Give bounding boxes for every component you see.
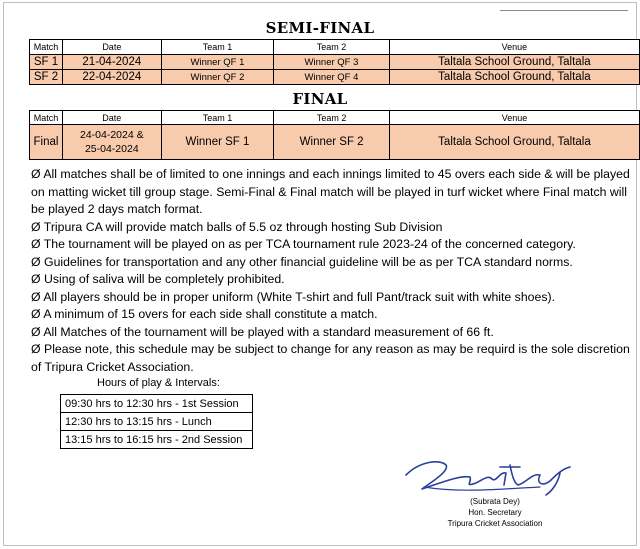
bullet-icon: Ø — [31, 324, 41, 339]
rule-item: Ø A minimum of 15 overs for each side shall constitute a match. — [31, 307, 378, 321]
rule-item: Ø All Matches of the tournament will be played with a standard measurement of 66 ft. — [31, 324, 494, 339]
header-match: Match — [30, 111, 63, 125]
match-cell: SF 1 — [30, 55, 63, 70]
signatory-organization: Tripura Cricket Association — [447, 519, 543, 528]
venue-cell: Taltala School Ground, Taltala — [389, 125, 639, 160]
rules-list — [31, 166, 631, 376]
date-cell: 22-04-2024 — [62, 70, 161, 85]
semi-final-table — [29, 39, 640, 85]
bullet-icon: Ø — [31, 289, 41, 304]
rule-item: Ø Please note, this schedule may be subject to change for any reason as may be requird is the sole discretion of Tripura Cricket Association. — [31, 342, 630, 374]
header-team-2: Team 2 — [274, 40, 390, 55]
bullet-icon: Ø — [31, 272, 41, 286]
team2-cell: Winner SF 2 — [274, 125, 390, 160]
bullet-icon: Ø — [31, 219, 41, 234]
hours-table — [60, 394, 253, 449]
bullet-icon: Ø — [31, 342, 41, 356]
rule-item: Ø Tripura CA will provide match balls of 5.5 oz through hosting Sub Division — [31, 219, 443, 234]
bullet-icon: Ø — [31, 307, 41, 321]
table-row — [61, 395, 253, 413]
header-team-1: Team 1 — [161, 40, 274, 55]
signatory-name: (Subrata Dey) — [470, 497, 520, 506]
date-cell: 21-04-2024 — [62, 55, 161, 70]
team2-cell: Winner QF 4 — [274, 70, 390, 85]
signature-mark — [400, 453, 580, 498]
rule-item: Ø All players should be in proper uniform (White T-shirt and full Pant/track suit with white shoes). — [31, 289, 556, 304]
match-cell: SF 2 — [30, 70, 63, 85]
semi-final-title: SEMI-FINAL — [265, 19, 375, 37]
hours-title: Hours of play & Intervals: — [97, 377, 220, 389]
venue-cell: Taltala School Ground, Taltala — [389, 70, 639, 85]
signatory-designation: Hon. Secretary — [468, 508, 522, 517]
header-team-1: Team 1 — [161, 111, 274, 125]
table-row — [30, 125, 640, 160]
header-date: Date — [62, 111, 161, 125]
team1-cell: Winner SF 1 — [161, 125, 274, 160]
header-venue: Venue — [389, 40, 639, 55]
session-cell: 09:30 hrs to 12:30 hrs - 1st Session — [61, 395, 253, 413]
team2-cell: Winner QF 3 — [274, 55, 390, 70]
header-team-2: Team 2 — [274, 111, 390, 125]
table-row — [61, 431, 253, 449]
table-row — [30, 55, 640, 70]
header-date: Date — [62, 40, 161, 55]
session-cell: 13:15 hrs to 16:15 hrs - 2nd Session — [61, 431, 253, 449]
date-cell — [62, 125, 161, 160]
rule-item: Ø Guidelines for transportation and any other financial guideline will be as per TCA standard norms. — [31, 254, 573, 269]
rule-item: Ø The tournament will be played on as per TCA tournament rule 2023-24 of the concerned category. — [31, 237, 576, 251]
header-match: Match — [30, 40, 63, 55]
final-title: FINAL — [292, 90, 348, 108]
table-row — [30, 70, 640, 85]
table-row — [61, 413, 253, 431]
table-header-row — [30, 40, 640, 55]
table-header-row — [30, 111, 640, 125]
date-line-2: 25-04-2024 — [84, 143, 139, 155]
header-venue: Venue — [389, 111, 639, 125]
rule-item: Ø All matches shall be of limited to one innings and each innings limited to 45 overs each side & will be played on matting wicket till group stage. Semi-Final & Final match will be played in turf wicket where Final match will be played 2 days match format. — [31, 167, 630, 216]
bullet-icon: Ø — [31, 237, 41, 251]
team1-cell: Winner QF 2 — [161, 70, 274, 85]
date-line-1: 24-04-2024 & — [79, 129, 144, 141]
match-cell: Final — [30, 125, 63, 160]
signature-block — [430, 496, 560, 529]
bullet-icon: Ø — [31, 167, 41, 181]
team1-cell: Winner QF 1 — [161, 55, 274, 70]
bullet-icon: Ø — [31, 254, 41, 269]
session-cell: 12:30 hrs to 13:15 hrs - Lunch — [61, 413, 253, 431]
top-divider — [500, 10, 628, 11]
rule-item: Ø Using of saliva will be completely prohibited. — [31, 272, 285, 286]
venue-cell: Taltala School Ground, Taltala — [389, 55, 639, 70]
final-table — [29, 110, 640, 160]
